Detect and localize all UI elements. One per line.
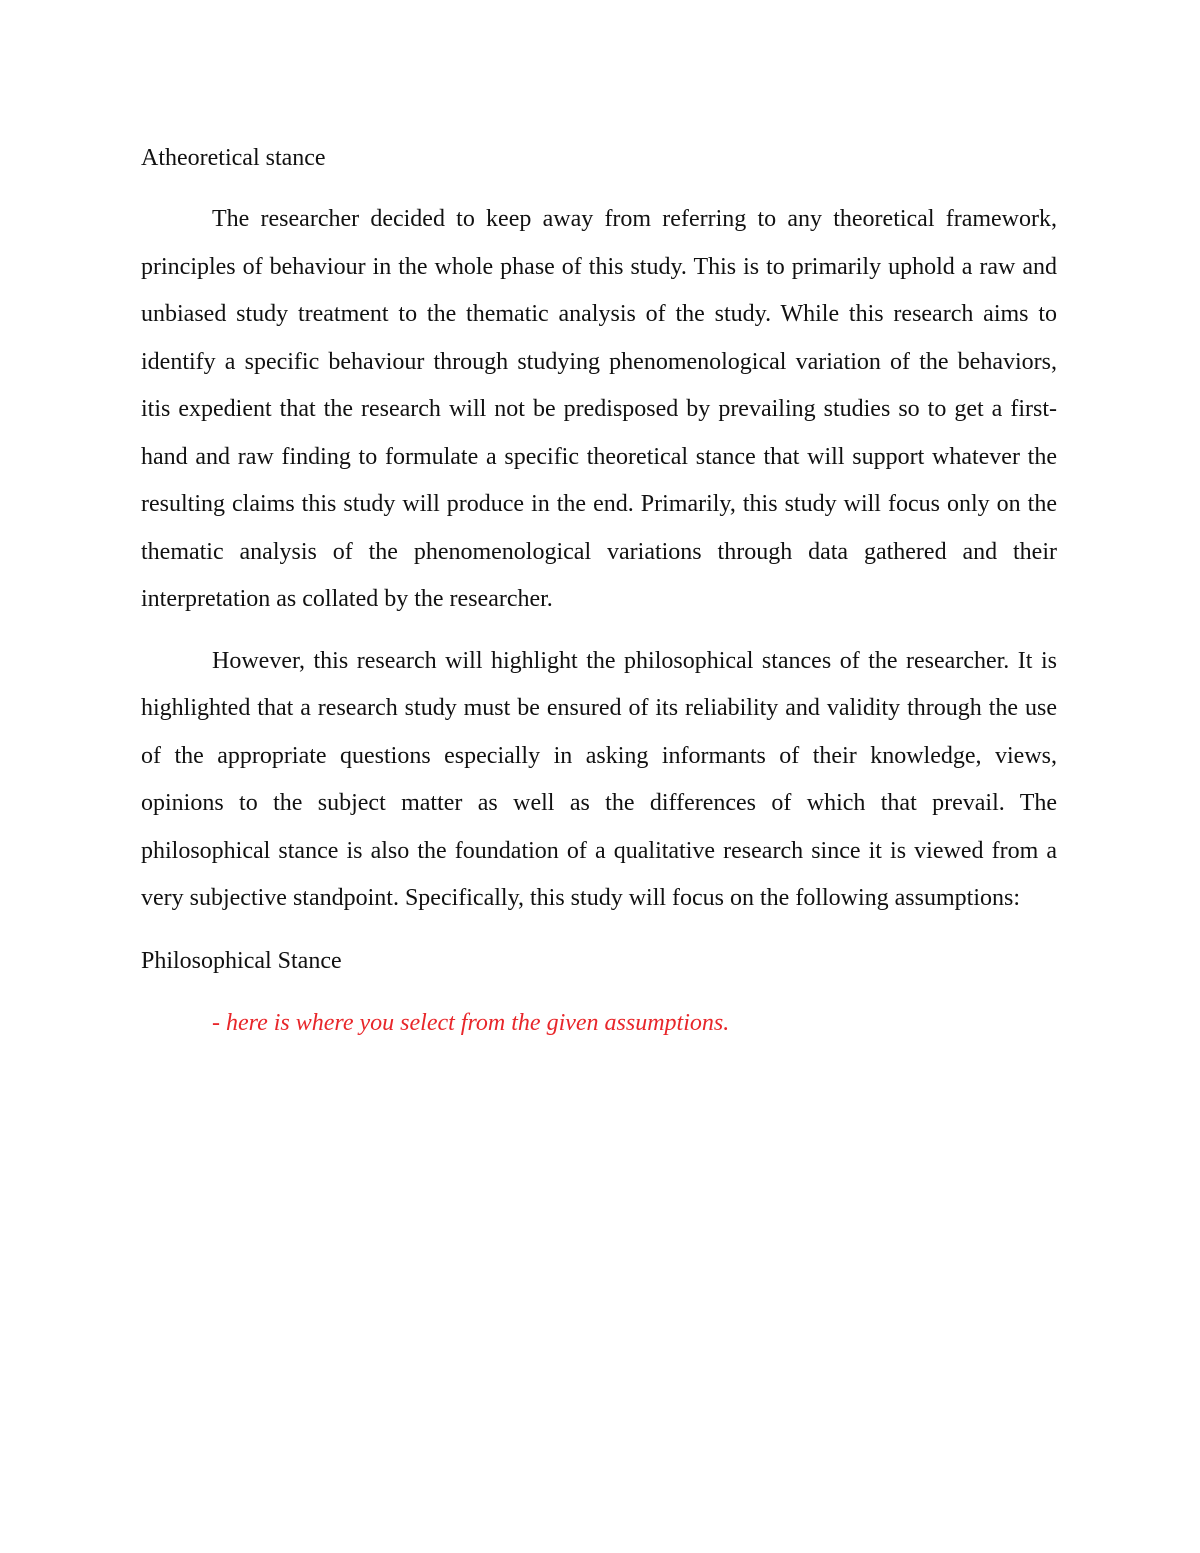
instruction-note: - here is where you select from the given assumptions.: [212, 1009, 730, 1036]
paragraph-philosophical-stances: However, this research will highlight the philosophical stances of the researcher. It is highlighted that a research study must be ensured of its reliability and validity through the use of the appropriate questions especially in asking informants of their knowledge, views, opinions to the subject matter as well as the differences of which that prevail. The philosophical stance is also the foundation of a qualitative research since it is viewed from a very subjective standpoint. Specifically, this study will focus on the following assumptions:: [141, 647, 1057, 911]
paragraph-atheoretical-stance: The researcher decided to keep away from referring to any theoretical framework, principles of behaviour in the whole phase of this study. This is to primarily uphold a raw and unbiased study treatment to the thematic analysis of the study. While this research aims to identify a specific behaviour through studying phenomenological variation of the behaviors, itis expedient that the research will not be predisposed by prevailing studies so to get a first-hand and raw finding to formulate a specific theoretical stance that will support whatever the resulting claims this study will produce in the end. Primarily, this study will focus only on the thematic analysis of the phenomenological variations through data gathered and their interpretation as collated by the researcher.: [141, 206, 1057, 612]
section-heading-atheoretical-stance: Atheoretical stance: [141, 145, 326, 171]
section-heading-philosophical-stance: Philosophical Stance: [141, 947, 342, 974]
document-body: [141, 134, 1057, 1047]
